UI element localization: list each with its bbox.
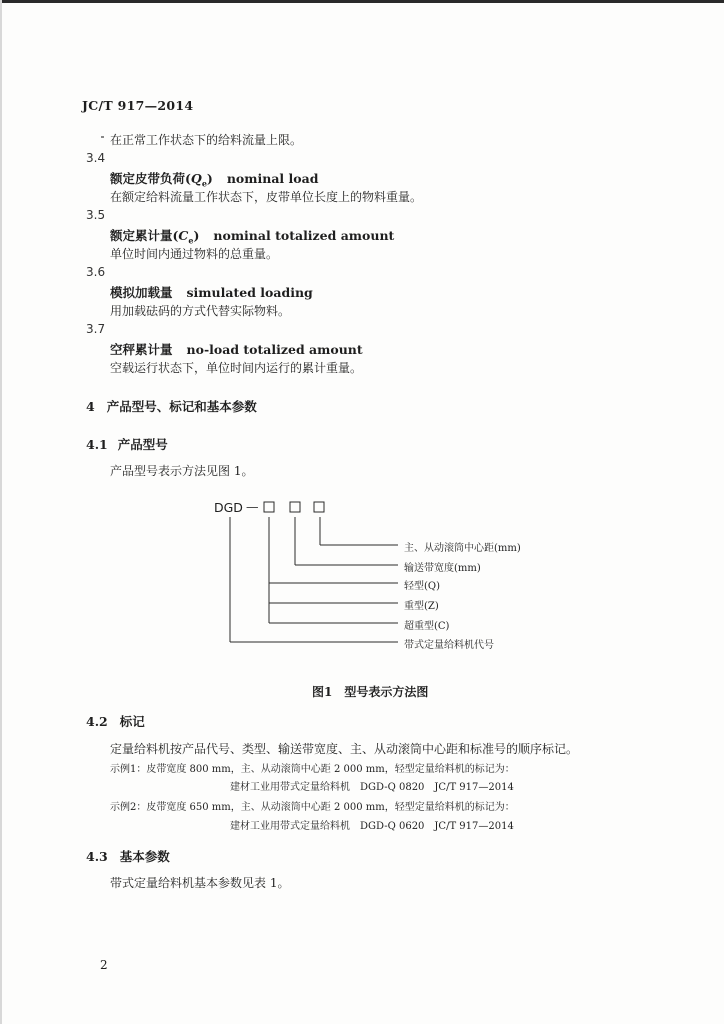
definition-intro: 在正常工作状态下的给料流量上限。 <box>110 133 303 147</box>
example-text: 示例2：皮带宽度 650 mm，主、从动滚筒中心距 2 000 mm，轻型定量给料机的标记为： <box>110 802 515 813</box>
diagram-label: 超重型(C) <box>404 621 450 632</box>
document-code: JC/T 917—2014 <box>82 98 194 113</box>
diagram-label: 主、从动滚筒中心距(mm) <box>404 543 521 554</box>
designation-box <box>314 502 324 512</box>
term-cn: 额定累计量( <box>110 228 179 243</box>
term-cn-end: ) <box>206 171 213 186</box>
paragraph: 带式定量给料机基本参数见表 1。 <box>110 876 290 890</box>
clause-number: 3.7 <box>86 322 106 336</box>
section-number: 4.1 <box>86 437 108 452</box>
diagram-label: 轻型(Q) <box>404 581 441 592</box>
section-number: 4.3 <box>86 849 108 864</box>
diagram-label: 输送带宽度(mm) <box>404 563 481 574</box>
section-title: 产品型号、标记和基本参数 <box>106 399 257 414</box>
term-en: nominal load <box>226 171 319 186</box>
section-title: 产品型号 <box>117 437 168 452</box>
term-en: no-load totalized amount <box>186 342 363 357</box>
example-mark: 建材工业用带式定量给料机 DGD-Q 0820 JC/T 917—2014 <box>230 782 514 793</box>
clause-number: 3.4 <box>86 151 106 165</box>
term-description: 单位时间内通过物料的总重量。 <box>110 247 279 261</box>
term-subscript: e <box>201 178 207 189</box>
term-description: 空载运行状态下，单位时间内运行的累计重量。 <box>110 361 363 375</box>
subsection-heading <box>86 847 170 865</box>
term-cn: 空秤累计量 <box>110 342 173 357</box>
clause-number: 3.5 <box>86 208 106 222</box>
example-mark: 建材工业用带式定量给料机 DGD-Q 0620 JC/T 917—2014 <box>230 821 514 832</box>
section-title: 基本参数 <box>119 849 170 864</box>
term-cn-end: ) <box>193 228 200 243</box>
clause-number: 3.6 <box>86 265 106 279</box>
diagram-label: 带式定量给料机代号 <box>404 640 494 651</box>
term-subscript: e <box>188 235 194 246</box>
example-text: 示例1：皮带宽度 800 mm，主、从动滚筒中心距 2 000 mm，轻型定量给料机的标记为： <box>110 764 515 775</box>
diagram-label: 重型(Z) <box>404 601 439 612</box>
section-number: 4.2 <box>86 714 108 729</box>
figure-caption: 图1 型号表示方法图 <box>312 685 429 699</box>
term-symbol: C <box>178 228 189 243</box>
section-number: 4 <box>86 399 95 414</box>
term-en: simulated loading <box>186 285 313 300</box>
designation-prefix: DGD <box>214 500 243 515</box>
designation-box <box>264 502 274 512</box>
paragraph: 产品型号表示方法见图 1。 <box>110 464 254 478</box>
term-cn: 额定皮带负荷( <box>110 171 191 186</box>
section-title: 标记 <box>119 714 145 729</box>
term-symbol: Q <box>190 171 202 186</box>
page-number: 2 <box>100 958 108 972</box>
designation-dash: — <box>246 499 259 514</box>
term-description: 用加载砝码的方式代替实际物料。 <box>110 304 291 318</box>
subsection-heading <box>86 712 145 730</box>
term-cn: 模拟加载量 <box>110 285 173 300</box>
term-description: 在额定给料流量工作状态下，皮带单位长度上的物料重量。 <box>110 190 423 204</box>
paragraph: 定量给料机按产品代号、类型、输送带宽度、主、从动滚筒中心距和标准号的顺序标记。 <box>110 742 579 756</box>
designation-box <box>290 502 300 512</box>
term-en: nominal totalized amount <box>213 228 395 243</box>
